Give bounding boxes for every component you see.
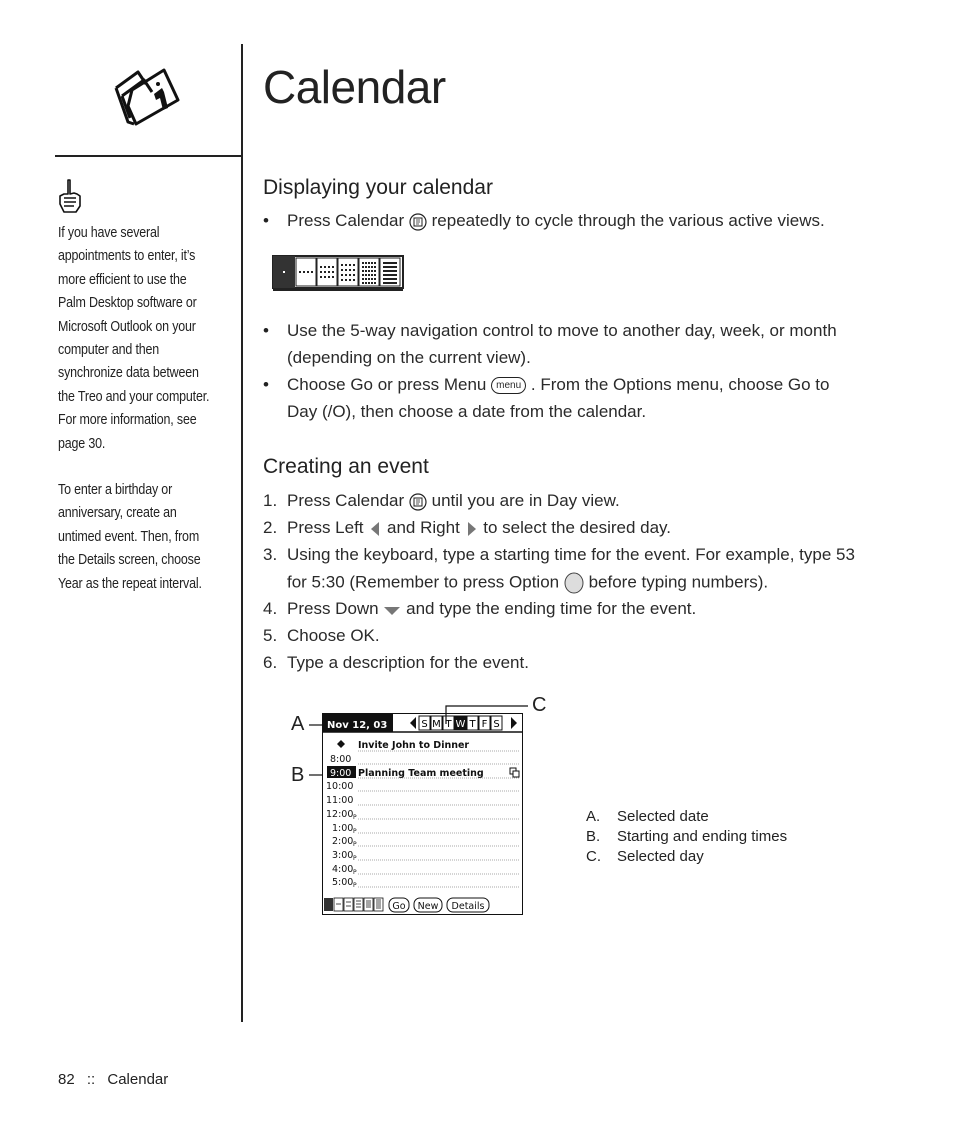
- legend-key: B.: [586, 828, 601, 845]
- calendar-key-icon: [409, 492, 427, 512]
- option-key-icon: [564, 572, 584, 594]
- legend-text: Starting and ending times: [617, 828, 788, 845]
- sidebar-divider: [55, 155, 242, 157]
- step-3-line-2: [287, 572, 768, 594]
- calendar-view-bar: [272, 252, 404, 292]
- sidebar-tip-1: [58, 222, 230, 456]
- selected-date-label: Nov 12, 03: [327, 720, 388, 731]
- tip-line: Year as the repeat interval.: [58, 575, 202, 592]
- step-number: 1.: [263, 491, 278, 510]
- down-arrow-icon: [383, 603, 401, 617]
- untimed-event-text: Invite John to Dinner: [358, 740, 470, 751]
- step-number: 6.: [263, 653, 278, 672]
- pm-marker: P: [353, 882, 357, 889]
- day-label-sunday: S: [421, 719, 428, 730]
- bullet-1-text: [287, 211, 825, 232]
- pm-marker: P: [353, 855, 357, 862]
- step-2-part-c: to select the desired day.: [483, 518, 672, 537]
- bullet-2-line-2: (depending on the current view).: [287, 348, 531, 367]
- step-number: 4.: [263, 599, 278, 618]
- day-label-monday: M: [432, 719, 441, 730]
- bullet-1-part-a: Press Calendar: [287, 211, 405, 230]
- day-label-wednesday: W: [455, 719, 466, 730]
- right-arrow-icon: [465, 521, 479, 537]
- bullet: •: [263, 375, 269, 394]
- bullet-2-line-1: Use the 5-way navigation control to move to another day, week, or month: [287, 321, 837, 340]
- time-slot-label: 2:00: [332, 836, 354, 847]
- bullet-3-part-b: . From the Options menu, choose Go to: [530, 375, 830, 394]
- tip-line: computer and then: [58, 342, 160, 359]
- legend-key: A.: [586, 808, 601, 825]
- callout-b: B: [291, 764, 305, 786]
- step-2: [287, 518, 671, 538]
- calendar-chapter-icon: [108, 62, 188, 132]
- time-slot-label: 12:00: [326, 809, 354, 820]
- step-5: Choose OK.: [287, 626, 380, 645]
- sidebar-tip-2: [58, 479, 230, 596]
- legend-text: Selected day: [617, 848, 704, 865]
- tip-line: Microsoft Outlook on your: [58, 318, 196, 335]
- time-slot-label: 4:00: [332, 864, 354, 875]
- page-number: 82: [58, 1071, 75, 1088]
- callout-a: A: [291, 713, 305, 735]
- day-label-tuesday: T: [445, 719, 452, 730]
- time-slot-label: 8:00: [330, 754, 352, 765]
- tip-line: For more information, see: [58, 412, 197, 429]
- tip-line: page 30.: [58, 435, 106, 452]
- tip-line: appointments to enter, it’s: [58, 248, 196, 265]
- calendar-key-icon: [409, 212, 427, 232]
- pm-marker: P: [353, 814, 357, 821]
- pm-marker: P: [353, 841, 357, 848]
- time-slot-label: 1:00: [332, 823, 354, 834]
- step-3-part-b: before typing numbers).: [588, 572, 769, 592]
- step-2-part-b: and Right: [387, 518, 460, 537]
- tip-line: the Details screen, choose: [58, 552, 201, 569]
- page-footer: [58, 1071, 168, 1088]
- tip-line: untimed event. Then, from: [58, 528, 200, 545]
- tip-line: synchronize data between: [58, 365, 199, 382]
- left-arrow-icon: [368, 521, 382, 537]
- tip-line: If you have several: [58, 225, 160, 241]
- legend-text: Selected date: [617, 808, 709, 825]
- new-button-label: New: [417, 901, 439, 912]
- bullet: •: [263, 321, 269, 340]
- day-label-saturday: S: [493, 719, 500, 730]
- step-4: [287, 599, 696, 619]
- section-heading-displaying: Displaying your calendar: [263, 176, 493, 199]
- time-slot-label: 11:00: [326, 795, 354, 806]
- bullet-1-part-b: repeatedly to cycle through the various active views.: [431, 211, 825, 230]
- section-heading-creating: Creating an event: [263, 455, 429, 478]
- tip-line: anniversary, create an: [58, 505, 177, 522]
- step-4-part-a: Press Down: [287, 599, 379, 618]
- callout-c: C: [532, 694, 547, 716]
- tip-line: Palm Desktop software or: [58, 295, 197, 312]
- step-number: 5.: [263, 626, 278, 645]
- menu-key-icon: menu: [491, 377, 526, 394]
- time-slot-label: 3:00: [332, 850, 354, 861]
- tip-line: To enter a birthday or: [58, 482, 173, 498]
- tip-line: the Treo and your computer.: [58, 388, 210, 405]
- bullet-3-line-2: Day (/O), then choose a date from the calendar.: [287, 402, 647, 421]
- time-slot-label: 5:00: [332, 877, 354, 888]
- pointing-hand-icon: [56, 178, 84, 214]
- step-number: 2.: [263, 518, 278, 537]
- step-1-part-b: until you are in Day view.: [431, 491, 620, 510]
- step-number: 3.: [263, 545, 278, 564]
- time-slot-label-selected: 9:00: [330, 768, 352, 779]
- vertical-divider: [241, 44, 243, 1022]
- tip-line: more efficient to use the: [58, 271, 187, 288]
- go-button-label: Go: [392, 901, 406, 912]
- bullet-3-part-a: Choose Go or press Menu: [287, 375, 487, 394]
- time-slot-label: 10:00: [326, 781, 354, 792]
- step-4-part-b: and type the ending time for the event.: [406, 599, 697, 618]
- pm-marker: P: [353, 869, 357, 876]
- footer-separator: ::: [86, 1071, 96, 1088]
- day-label-friday: F: [481, 719, 488, 730]
- step-2-part-a: Press Left: [287, 518, 364, 537]
- callout-lines: [285, 695, 545, 795]
- step-1-part-a: Press Calendar: [287, 491, 405, 510]
- pm-marker: P: [353, 828, 357, 835]
- legend-key: C.: [586, 848, 601, 865]
- timed-event-text: Planning Team meeting: [358, 768, 484, 779]
- day-label-thursday: T: [469, 719, 476, 730]
- step-3-line-1: Using the keyboard, type a starting time for the event. For example, type 53: [287, 545, 855, 564]
- bullet: •: [263, 211, 269, 230]
- page-title: Calendar: [263, 61, 446, 113]
- footer-section: Calendar: [107, 1071, 169, 1088]
- step-3-part-a: for 5:30 (Remember to press Option: [287, 572, 560, 592]
- bullet-3-line-1: [287, 375, 829, 395]
- details-button-label: Details: [451, 901, 485, 912]
- step-6: Type a description for the event.: [287, 653, 529, 672]
- step-1: [287, 491, 620, 512]
